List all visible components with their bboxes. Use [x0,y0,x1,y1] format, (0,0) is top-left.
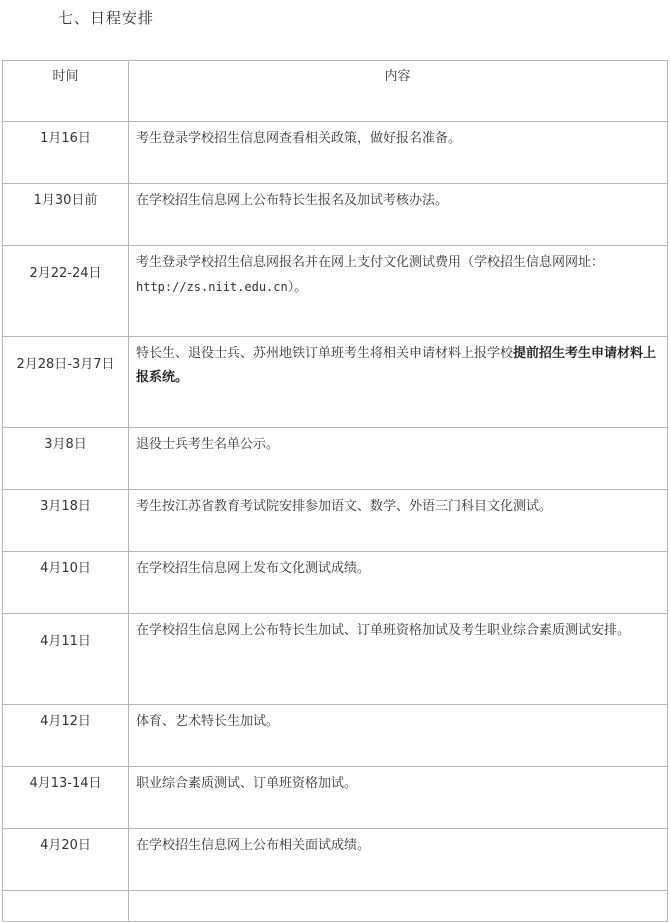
table-row [3,891,668,922]
row-content: 职业综合素质测试、订单班资格加试。 [136,776,358,791]
row-content [136,246,659,300]
content-cell [129,705,668,767]
content-cell [129,891,668,922]
row-content: 考生登录学校招生信息网查看相关政策，做好报名准备。 [136,131,462,146]
time-cell [3,891,129,922]
section-title: 七、日程安排 [58,9,155,27]
table-row [3,122,668,184]
time-cell [3,705,129,767]
content-cell [129,428,668,490]
row-time: 2月22-24日 [29,266,102,281]
row-time: 4月20日 [40,838,91,853]
content-cell [129,552,668,614]
row-time: 4月13-14日 [29,776,102,791]
row-time: 1月30日前 [33,193,98,208]
row-content: 退役士兵考生名单公示。 [136,437,280,452]
table-row [3,767,668,829]
row-content-suffix: ）。 [287,280,308,295]
time-cell [3,246,129,337]
header-time: 时间 [52,69,79,84]
time-cell [3,184,129,246]
header-content: 内容 [384,69,411,84]
content-cell [129,246,668,337]
row-content: 体育、艺术特长生加试。 [136,714,280,729]
row-time: 4月11日 [40,634,91,649]
row-time: 1月16日 [40,131,91,146]
header-time-cell [3,61,129,122]
table-header-row [3,61,668,122]
row-time: 4月10日 [40,561,91,576]
content-cell [129,122,668,184]
row-content: 在学校招生信息网上公布相关面试成绩。 [136,838,371,853]
time-cell [3,767,129,829]
table-row [3,552,668,614]
table-row [3,614,668,705]
row-time: 2月28日-3月7日 [16,357,115,372]
row-time: 3月8日 [44,437,87,452]
row-content: 在学校招生信息网上公布特长生加试、订单班资格加试及考生职业综合素质测试安排。 [136,623,631,638]
table-row [3,705,668,767]
row-content [136,337,659,390]
time-cell [3,337,129,428]
header-content-cell [129,61,668,122]
content-cell [129,490,668,552]
website-link[interactable]: http://zs.niit.edu.cn [136,280,288,294]
time-cell [3,122,129,184]
row-content: 考生按江苏省教育考试院安排参加语文、数学、外语三门科目文化测试。 [136,499,553,514]
content-cell [129,829,668,891]
table-row [3,337,668,428]
time-cell [3,428,129,490]
row-time: 4月12日 [40,714,91,729]
content-cell [129,767,668,829]
content-cell [129,614,668,705]
content-cell [129,337,668,428]
table-row [3,428,668,490]
row-content: 在学校招生信息网上公布特长生报名及加试考核办法。 [136,193,449,208]
time-cell [3,552,129,614]
row-content-emphasis: 提前招生考生申请材料上报系统。 [136,346,657,385]
table-row [3,246,668,337]
table-row [3,490,668,552]
time-cell [3,829,129,891]
row-content: 在学校招生信息网上发布文化测试成绩。 [136,561,371,576]
content-cell [129,184,668,246]
schedule-table [2,60,668,922]
row-time: 3月18日 [40,499,91,514]
table-row [3,184,668,246]
row-content-text: 特长生、退役士兵、苏州地铁订单班考生将相关申请材料上报学校 [136,346,514,361]
table-row [3,829,668,891]
time-cell [3,614,129,705]
row-content-text: 考生登录学校招生信息网报名并在网上支付文化测试费用（学校招生信息网网址： [136,255,605,270]
time-cell [3,490,129,552]
